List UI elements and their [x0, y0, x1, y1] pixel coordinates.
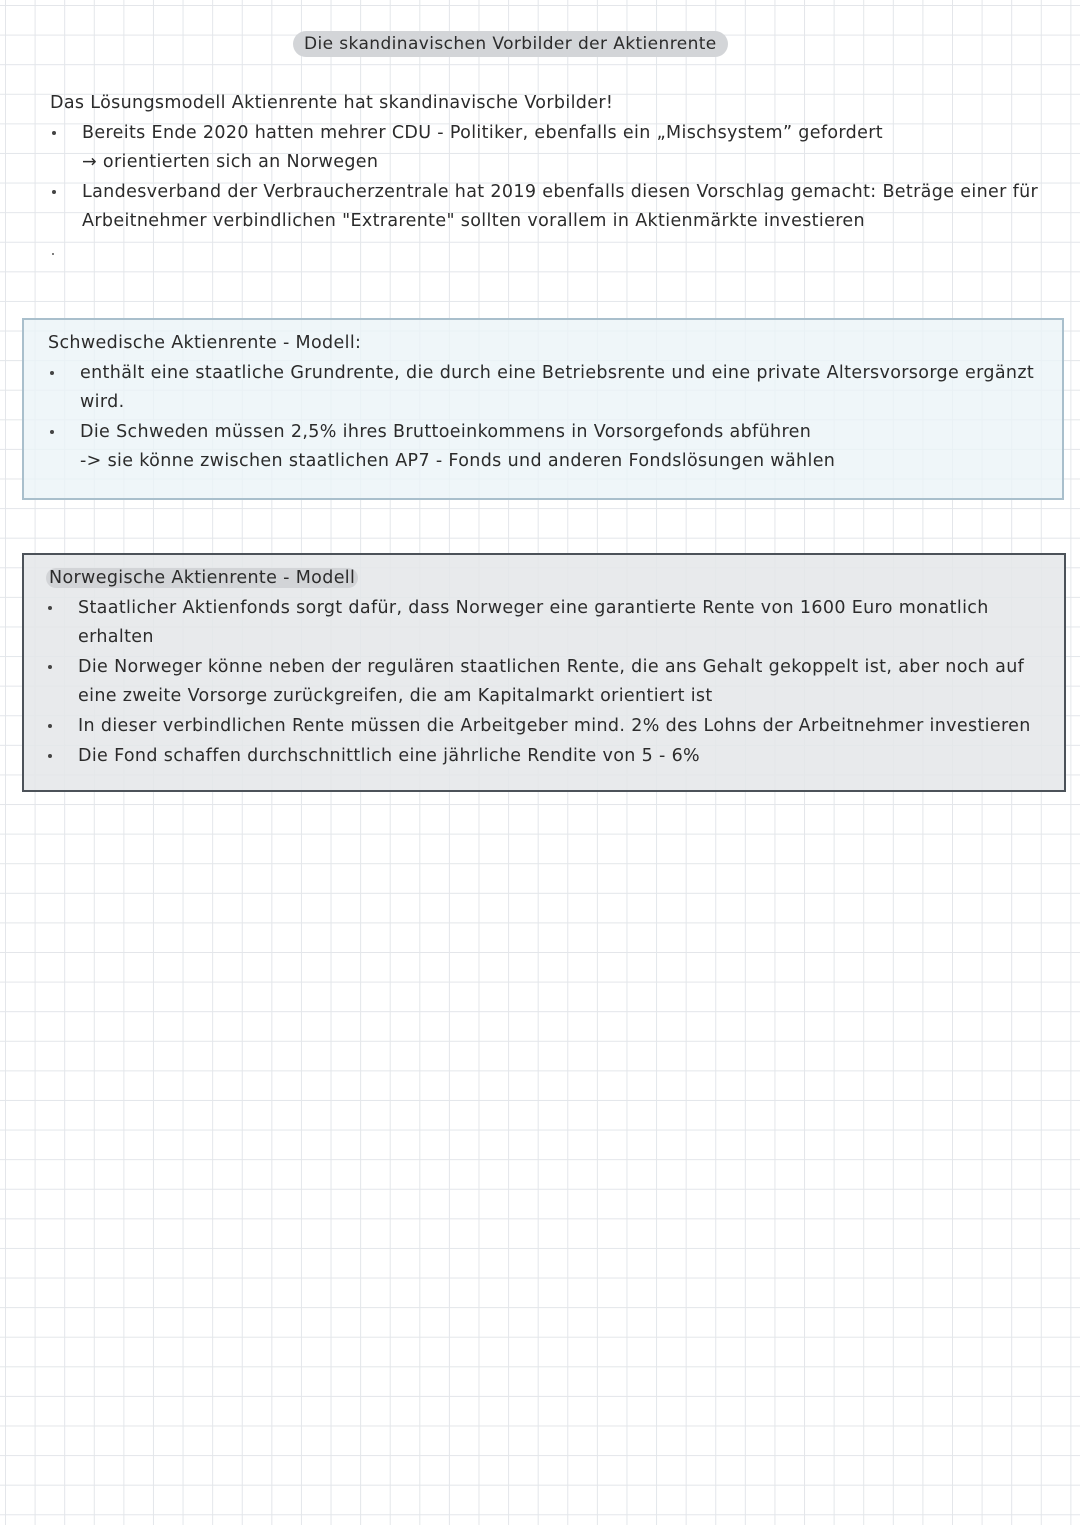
norway-bullet-aktienfonds [46, 594, 1040, 653]
norway-bullet-rendite [46, 742, 1040, 772]
norway-bullet-aktienfonds-line1: Staatlicher Aktienfonds sorgt dafür, dass Norweger eine garantierte Rente von 1600 Euro monatlich [78, 597, 989, 618]
bullet-dot-icon [48, 712, 52, 742]
bullet-dot-icon [50, 359, 54, 389]
page-title: Die skandinavischen Vorbilder der Aktienrente [293, 31, 728, 57]
norway-bullet-zweite-vorsorge-line1: Die Norweger könne neben der regulären staatlichen Rente, die ans Gehalt gekoppelt ist, aber noch auf [78, 656, 1025, 677]
sweden-bullet-vorsorgefonds-text: Die Schweden müssen 2,5% ihres Bruttoeinkommens in Vorsorgefonds abführen [80, 421, 812, 442]
sweden-model-title: Schwedische Aktienrente - Modell: [48, 333, 362, 353]
norway-model-title: Norwegische Aktienrente - Modell [46, 564, 1040, 594]
bullet-dot-icon [48, 653, 52, 683]
norway-bullet-zweite-vorsorge [46, 653, 1040, 712]
intro-bullet-cdu-arrow: → orientierten sich an Norwegen [82, 152, 379, 173]
norway-bullet-rendite-text: Die Fond schaffen durchschnittlich eine jährliche Rendite von 5 - 6% [78, 745, 701, 766]
intro-bullet-cdu [50, 119, 1060, 149]
sweden-bullet-grundrente-line2: wird. [80, 392, 125, 413]
stray-dot [52, 253, 54, 255]
sweden-bullet-vorsorgefonds [48, 418, 1038, 448]
norway-bullet-arbeitgeber-text: In dieser verbindlichen Rente müssen die Arbeitgeber mind. 2% des Lohns der Arbeitnehmer investieren [78, 715, 1031, 736]
norway-bullet-aktienfonds-line2: erhalten [78, 627, 154, 648]
intro-bullet-cdu-text: Bereits Ende 2020 hatten mehrer CDU - Politiker, ebenfalls ein „Mischsystem” gefordert [82, 122, 883, 143]
bullet-dot-icon [52, 119, 56, 149]
sweden-bullet-vorsorgefonds-arrow: -> sie könne zwischen staatlichen AP7 - Fonds und anderen Fondslösungen wählen [80, 451, 836, 472]
intro-lead: Das Lösungsmodell Aktienrente hat skandinavische Vorbilder! [50, 93, 614, 113]
norway-model-box [22, 553, 1066, 792]
intro-bullet-verbraucherzentrale [50, 178, 1060, 237]
bullet-dot-icon [48, 742, 52, 772]
norway-bullet-arbeitgeber [46, 712, 1040, 742]
sweden-model-box [22, 318, 1064, 500]
sweden-bullet-grundrente [48, 359, 1038, 418]
norway-bullet-zweite-vorsorge-line2: eine zweite Vorsorge zurückgreifen, die am Kapitalmarkt orientiert ist [78, 686, 713, 707]
intro-bullet-verbraucherzentrale-line2: Arbeitnehmer verbindlichen "Extrarente" sollten vorallem in Aktienmärkte investieren [82, 211, 865, 232]
intro-bullet-verbraucherzentrale-line1: Landesverband der Verbraucherzentrale hat 2019 ebenfalls diesen Vorschlag gemacht: Beträge einer für [82, 181, 1039, 202]
intro-section [50, 89, 1060, 237]
bullet-dot-icon [52, 178, 56, 208]
bullet-dot-icon [48, 594, 52, 624]
bullet-dot-icon [50, 418, 54, 448]
sweden-bullet-grundrente-line1: enthält eine staatliche Grundrente, die durch eine Betriebsrente und eine private Altersvorsorge ergänzt [80, 362, 1035, 383]
